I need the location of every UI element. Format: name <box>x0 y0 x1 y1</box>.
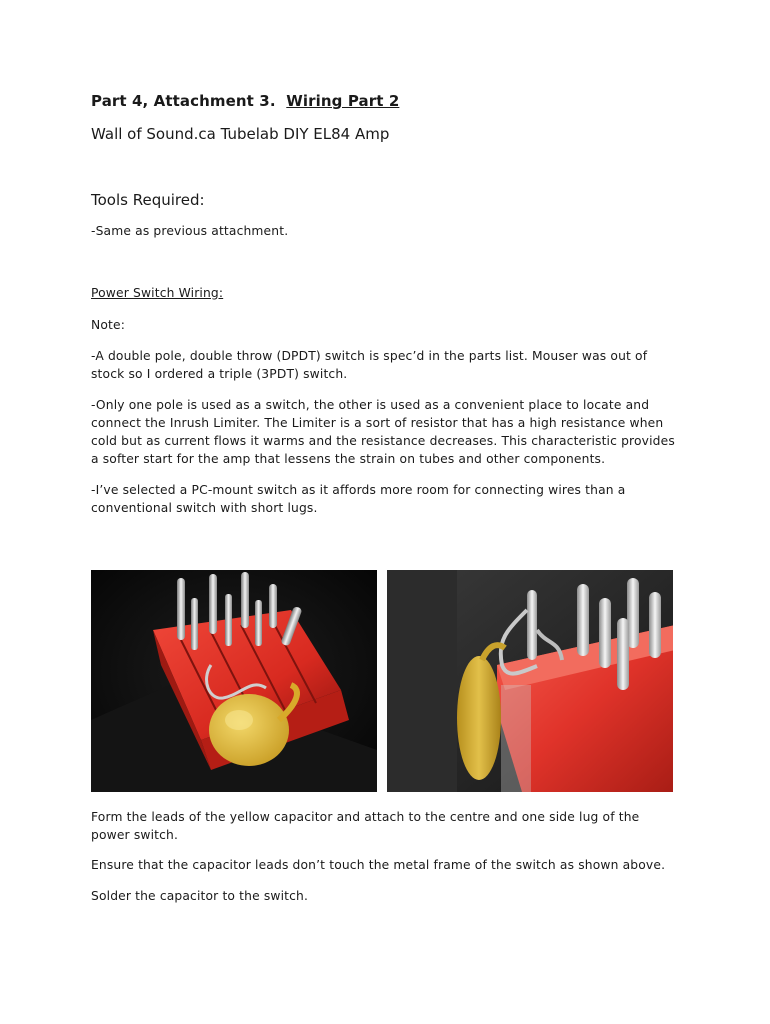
instruction-text: Solder the capacitor to the switch. <box>91 889 309 903</box>
switch-photo-front <box>91 570 377 792</box>
switch-photo-side <box>387 570 673 792</box>
title-wiring: Wiring Part 2 <box>286 92 400 110</box>
note-bullet: -Only one pole is used as a switch, the other is used as a convenient place to locate and connect the Inrush Limiter. The Limiter is a sort of resistor that has a high resistance when cold but as current flows it warms and the resistance decreases. This characteristic provides a softer start for the amp that lessens the strain on tubes and other components. <box>91 398 675 466</box>
document-body <box>91 92 681 517</box>
tools-text: -Same as previous attachment. <box>91 224 289 238</box>
photo-row <box>91 570 674 792</box>
document-subtitle: Wall of Sound.ca Tubelab DIY EL84 Amp <box>91 125 390 143</box>
title-part: Part 4, Attachment 3. <box>91 92 276 110</box>
note-bullet: -I’ve selected a PC-mount switch as it affords more room for connecting wires than a conventional switch with short lugs. <box>91 483 626 515</box>
switch-front-illustration <box>91 570 377 792</box>
instruction-text: Form the leads of the yellow capacitor and attach to the centre and one side lug of the power switch. <box>91 810 640 842</box>
power-switch-heading: Power Switch Wiring: <box>91 286 224 300</box>
instruction-text: Ensure that the capacitor leads don’t touch the metal frame of the switch as shown above. <box>91 858 666 872</box>
switch-side-illustration <box>387 570 673 792</box>
tools-heading: Tools Required: <box>91 191 205 209</box>
document-title <box>91 92 681 110</box>
note-label: Note: <box>91 318 126 332</box>
note-bullet: -A double pole, double throw (DPDT) switch is spec’d in the parts list. Mouser was out of stock so I ordered a triple (3PDT) switch. <box>91 349 648 381</box>
